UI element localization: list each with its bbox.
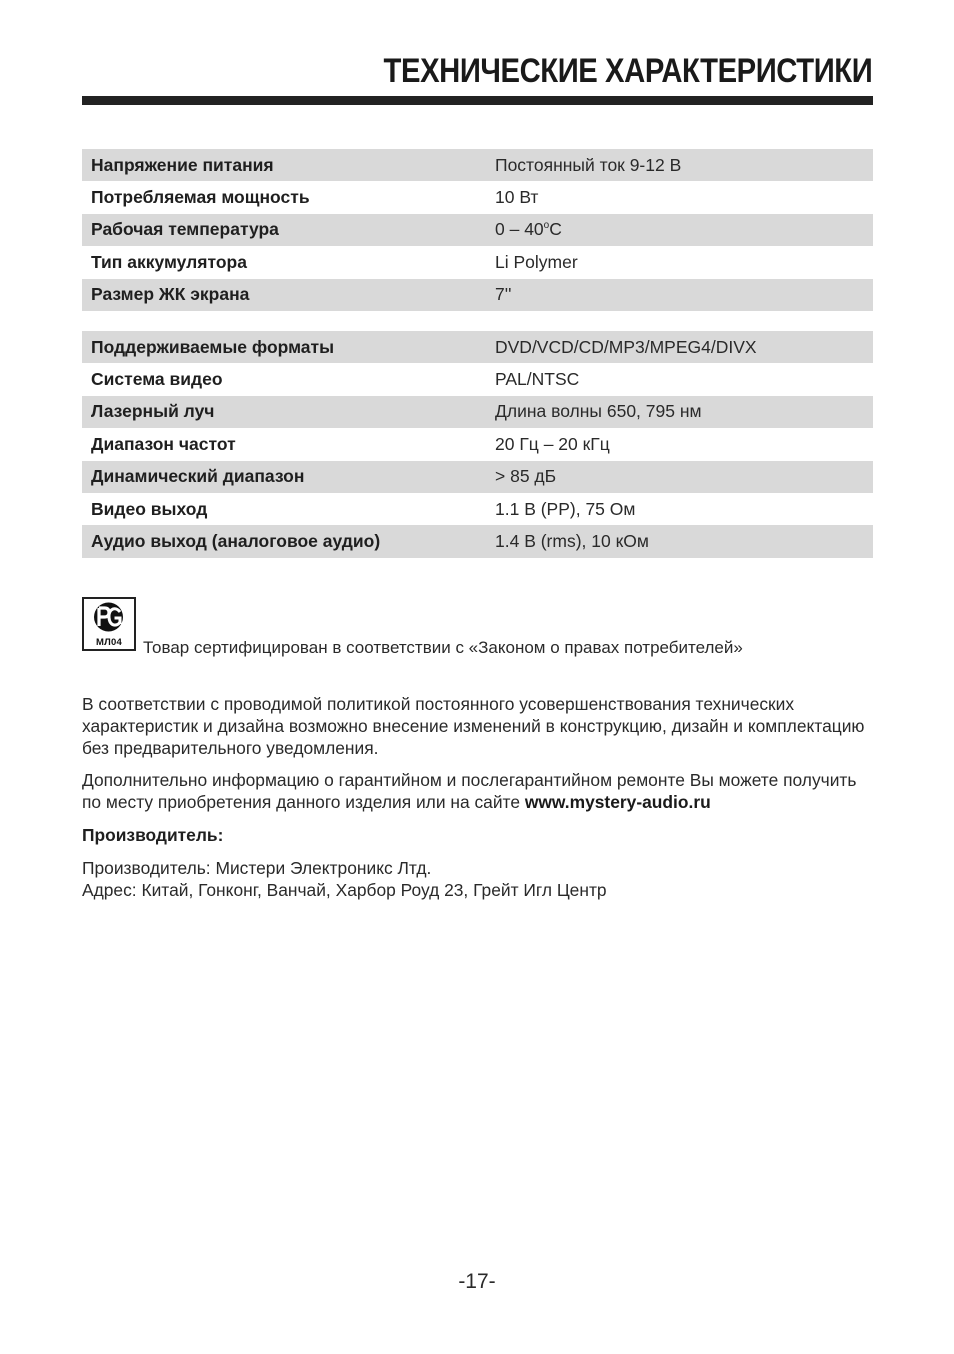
page-title: ТЕХНИЧЕСКИЕ ХАРАКТЕРИСТИКИ [383,52,872,90]
spec-label: Динамический диапазон [91,466,305,487]
spec-row [82,461,873,493]
certification-text: Товар сертифицирован в соответствии с «Законом о правах потребителей» [143,638,743,657]
website-link[interactable]: www.mystery-audio.ru [524,792,711,812]
warranty-text: Дополнительно информацию о гарантийном и послегарантийном ремонте Вы можете получить по месту приобретения данного изделия или на сайте [82,770,857,812]
spec-value: 20 Гц – 20 кГц [495,433,610,454]
spec-label: Аудио выход (аналоговое аудио) [91,531,381,552]
certification-code: МЛ04 [96,637,122,648]
spec-value: > 85 дБ [495,466,557,487]
spec-label: Размер ЖК экрана [91,284,250,305]
spec-value: 1.4 В (rms), 10 кОм [495,531,649,552]
degree-sign: o [543,220,550,232]
spec-value: Длина волны 650, 795 нм [495,401,702,422]
rst-mark-icon [84,599,133,635]
title-rule [82,96,873,105]
temperature-range: 0 – 40 [495,219,544,240]
spec-row [82,428,873,460]
spec-label: Тип аккумулятора [91,251,247,272]
spec-row [82,181,873,213]
spec-table-general [82,149,873,311]
spec-label: Лазерный луч [91,401,215,422]
temperature-unit: С [549,219,562,240]
spec-value: 7'' [495,284,512,305]
spec-label: Напряжение питания [91,154,274,175]
spec-row [82,525,873,557]
manufacturer-info [82,857,872,901]
spec-row [82,246,873,278]
spec-value: DVD/VCD/CD/MP3/MPEG4/DIVX [495,336,757,357]
spec-value: Постоянный ток 9-12 В [495,154,682,175]
spec-label: Диапазон частот [91,433,236,454]
spec-row [82,214,873,246]
certification-logo [82,597,136,651]
spec-value: 1.1 В (PP), 75 Ом [495,498,636,519]
manufacturer-name: Производитель: Мистери Электроникс Лтд. [82,858,432,878]
spec-label: Система видео [91,369,223,390]
spec-row [82,149,873,181]
spec-label: Видео выход [91,498,208,519]
manufacturer-address: Адрес: Китай, Гонконг, Ванчай, Харбор Роуд 23, Грейт Игл Центр [82,880,607,900]
spec-label: Рабочая температура [91,219,279,240]
spec-value [487,219,873,240]
spec-value: 10 Вт [495,187,539,208]
spec-value: Li Polymer [495,251,578,272]
spec-row [82,493,873,525]
page-number: -17- [458,1270,496,1293]
policy-paragraph: В соответствии с проводимой политикой постоянного усовершенствования технических характеристик и дизайна возможно внесение изменений в конструкцию, дизайн и комплектацию без предварительного уведомления. [82,694,865,758]
manufacturer-heading: Производитель: [82,825,224,845]
spec-table-playback [82,331,873,558]
spec-label: Потребляемая мощность [91,187,310,208]
spec-row [82,279,873,311]
spec-row [82,363,873,395]
warranty-paragraph [82,769,872,813]
spec-label: Поддерживаемые форматы [91,336,335,357]
spec-value: PAL/NTSC [495,369,580,390]
spec-row [82,331,873,363]
spec-row [82,396,873,428]
